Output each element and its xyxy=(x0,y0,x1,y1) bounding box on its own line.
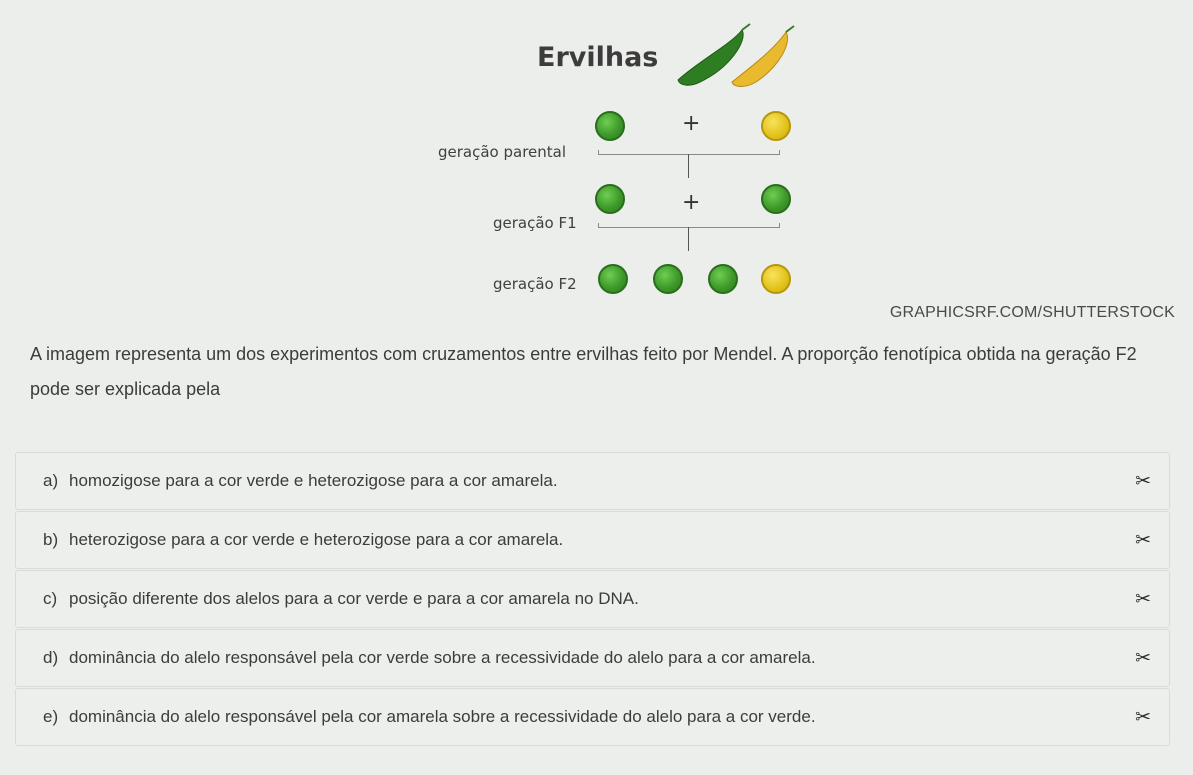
green-pea-f1-right xyxy=(761,184,791,214)
option-a[interactable] xyxy=(15,452,1170,510)
option-letter: d) xyxy=(43,648,59,667)
descent-line-parental xyxy=(688,154,689,178)
label-parental-generation: geração parental xyxy=(438,143,567,161)
option-letter: c) xyxy=(43,589,58,608)
option-letter: e) xyxy=(43,707,59,726)
scissors-icon[interactable]: ✂ xyxy=(1135,529,1151,551)
yellow-pea-parental xyxy=(761,111,791,141)
label-f2-generation: geração F2 xyxy=(493,275,577,293)
green-pea-parental xyxy=(595,111,625,141)
pea-pods-icon xyxy=(670,20,800,90)
label-f1-generation: geração F1 xyxy=(493,214,577,232)
option-text: dominância do alelo responsável pela cor verde sobre a recessividade do alelo para a cor amarela. xyxy=(69,648,816,667)
plus-sign-f1: + xyxy=(682,190,701,215)
scissors-icon[interactable]: ✂ xyxy=(1135,647,1151,669)
option-text: dominância do alelo responsável pela cor amarela sobre a recessividade do alelo para a cor verde. xyxy=(69,707,816,726)
question-text: A imagem representa um dos experimentos com cruzamentos entre ervilhas feito por Mendel. A proporção fenotípica obtida na geração F2 pode ser explicada pela xyxy=(30,344,1137,399)
mendel-pea-figure xyxy=(420,20,820,310)
scissors-icon[interactable]: ✂ xyxy=(1135,588,1151,610)
option-text: posição diferente dos alelos para a cor verde e para a cor amarela no DNA. xyxy=(69,589,639,608)
option-c[interactable] xyxy=(15,570,1170,628)
green-pea-f2-1 xyxy=(598,264,628,294)
scissors-icon[interactable]: ✂ xyxy=(1135,706,1151,728)
image-credit: GRAPHICSRF.COM/SHUTTERSTOCK xyxy=(889,304,1175,321)
descent-line-f1 xyxy=(688,227,689,251)
figure-title: Ervilhas xyxy=(537,42,659,73)
option-e[interactable] xyxy=(15,688,1170,746)
option-letter: b) xyxy=(43,530,59,549)
option-letter: a) xyxy=(43,471,59,490)
cross-bracket-parental xyxy=(598,150,780,155)
option-d[interactable] xyxy=(15,629,1170,687)
green-pea-f1-left xyxy=(595,184,625,214)
scissors-icon[interactable]: ✂ xyxy=(1135,470,1151,492)
cross-bracket-f1 xyxy=(598,223,780,228)
answer-options xyxy=(15,452,1170,747)
option-text: homozigose para a cor verde e heterozigose para a cor amarela. xyxy=(69,471,558,490)
plus-sign-parental: + xyxy=(682,111,701,136)
option-text: heterozigose para a cor verde e heterozigose para a cor amarela. xyxy=(69,530,564,549)
green-pea-f2-2 xyxy=(653,264,683,294)
green-pea-f2-3 xyxy=(708,264,738,294)
yellow-pea-f2 xyxy=(761,264,791,294)
option-b[interactable] xyxy=(15,511,1170,569)
